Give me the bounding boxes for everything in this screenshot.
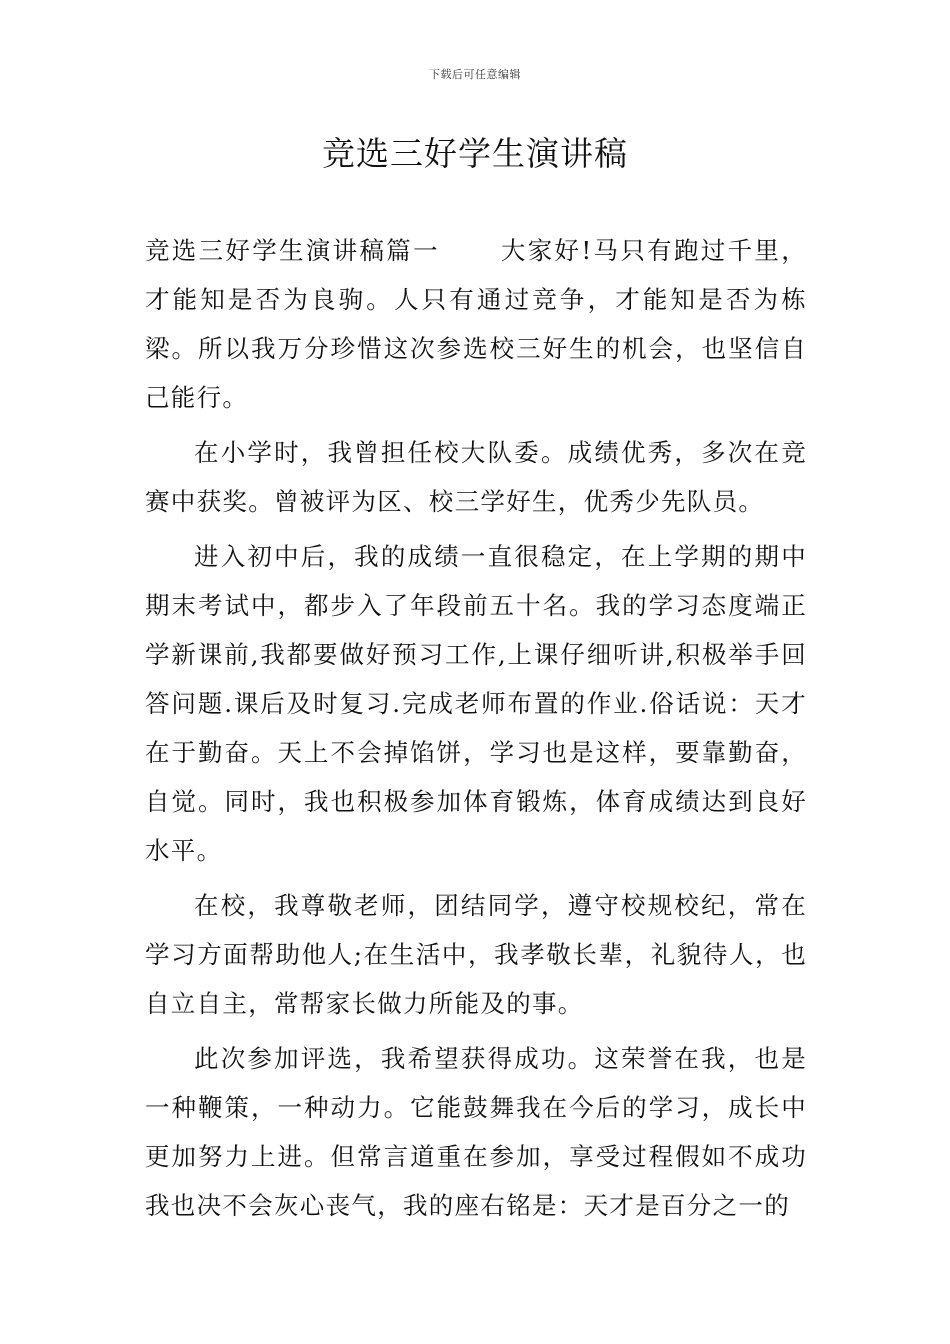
paragraph-5: 此次参加评选，我希望获得成功。这荣誉在我，也是一种鞭策，一种动力。它能鼓舞我在今后的学习，成长中更加努力上进。但常言道重在参加，享受过程假如不成功我也决不会灰心丧气，我的座右铭是：天才是百分之一的 — [145, 1044, 807, 1220]
paragraph-1 — [145, 226, 807, 422]
section-label: 竞选三好学生演讲稿篇一 — [145, 236, 440, 265]
paragraph-3: 进入初中后，我的成绩一直很稳定，在上学期的期中期末考试中，都步入了年段前五十名。我的学习态度端正学新课前,我都要做好预习工作,上课仔细听讲,积极举手回答问题.课后及时复习.完成老师布置的作业.俗话说：天才在于勤奋。天上不会掉馅饼，学习也是这样，要靠勤奋，自觉。同时，我也积极参加体育锻炼，体育成绩达到良好水平。 — [145, 542, 807, 865]
document-title: 竞选三好学生演讲稿 — [322, 134, 628, 173]
paragraph-text: 大家好!马只有跑过千里，才能知是否为良驹。人只有通过竞争，才能知是否为栋梁。所以我万分珍惜这次参选校三好生的机会，也坚信自己能行。 — [145, 236, 807, 412]
paragraph-2: 在小学时，我曾担任校大队委。成绩优秀，多次在竞赛中获奖。曾被评为区、校三学好生，优秀少先队员。 — [145, 438, 807, 516]
paragraph-4: 在校，我尊敬老师，团结同学，遵守校规校纪，常在学习方面帮助他人;在生活中，我孝敬长辈，礼貌待人，也自立自主，常帮家长做力所能及的事。 — [145, 891, 807, 1018]
document-body — [145, 226, 807, 1236]
header-note: 下载后可任意编辑 — [429, 68, 521, 81]
